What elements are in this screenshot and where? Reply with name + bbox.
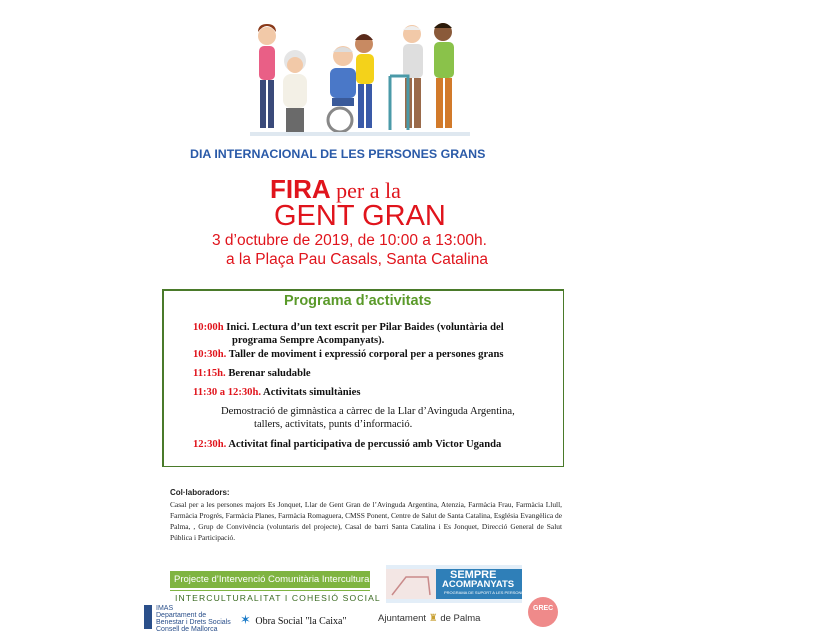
project-logo-text: Projecte d’Intervenció Comunitària Intercultural bbox=[174, 574, 372, 585]
activity-detail-line2: tallers, activitats, punts d’informació. bbox=[254, 419, 413, 430]
acompanyats-text: ACOMPANYATS bbox=[442, 579, 515, 590]
event-date: 3 d’octubre de 2019, de 10:00 a 13:00h. bbox=[212, 232, 487, 249]
divider bbox=[170, 590, 370, 591]
day-title: DIA INTERNACIONAL DE LES PERSONES GRANS bbox=[190, 147, 486, 161]
grec-circle-icon bbox=[527, 596, 559, 628]
event-place: a la Plaça Pau Casals, Santa Catalina bbox=[226, 251, 488, 268]
elderly-people-illustration bbox=[240, 16, 480, 140]
activity-desc: Activitats simultànies bbox=[260, 387, 361, 398]
collaborators-heading: Col·laboradors: bbox=[170, 488, 230, 497]
imas-consell-text: Consell de Mallorca bbox=[156, 626, 218, 633]
per-a-la-text: per a la bbox=[330, 178, 401, 203]
activity-time: 11:15h. bbox=[193, 368, 226, 379]
activity-time: 10:00h bbox=[193, 322, 224, 333]
activity-desc-continued bbox=[232, 335, 384, 348]
fira-word: FIRA bbox=[270, 174, 331, 204]
sempre-acompanyats-logo bbox=[386, 565, 543, 603]
activity-detail-line1: Demostració de gimnàstica a càrrec de la Llar d’Avinguda Argentina, bbox=[221, 406, 515, 417]
gent-gran-title: GENT GRAN bbox=[274, 200, 446, 232]
activity-item bbox=[193, 368, 311, 381]
activity-desc: Activitat final participativa de percussió amb Victor Uganda bbox=[226, 439, 502, 450]
la-caixa-logo bbox=[240, 611, 347, 629]
activity-detail bbox=[221, 406, 515, 419]
activity-time: 12:30h. bbox=[193, 439, 227, 450]
caixa-text: Obra Social "la Caixa" bbox=[255, 616, 347, 627]
crest-icon: ♜ bbox=[428, 613, 438, 624]
activity-desc: Inici. Lectura d’un text escrit per Pilar Baides (voluntària del bbox=[223, 322, 504, 333]
sempre-text: SEMPRE bbox=[450, 569, 497, 581]
ajuntament-palma-logo bbox=[378, 613, 480, 624]
activity-detail bbox=[254, 419, 412, 432]
activity-item bbox=[193, 322, 504, 335]
grec-text: GREC bbox=[533, 605, 554, 612]
activity-desc-line2: programa Sempre Acompanyats). bbox=[232, 335, 385, 346]
imas-mark bbox=[144, 605, 152, 629]
interculturalitat-text: INTERCULTURALITAT I COHESIÓ SOCIAL bbox=[175, 593, 381, 603]
imas-benestar-text: Benestar i Drets Socials bbox=[156, 619, 231, 626]
activity-time: 10:30h. bbox=[193, 349, 227, 360]
activity-desc: Berenar saludable bbox=[225, 368, 311, 379]
program-title: Programa d’activitats bbox=[284, 293, 432, 309]
de-palma-text: de Palma bbox=[440, 613, 481, 624]
activity-item bbox=[193, 439, 501, 452]
activity-item bbox=[193, 349, 503, 362]
imas-text: IMAS bbox=[156, 605, 174, 612]
activity-desc: Taller de moviment i expressió corporal per a persones grans bbox=[226, 349, 504, 360]
caixa-star-icon: ✶ bbox=[240, 612, 251, 627]
grec-logo bbox=[527, 596, 559, 628]
activity-item bbox=[193, 387, 360, 400]
sempre-subtitle: PROGRAMA DE SUPORT A LES PERSONES GRANS bbox=[444, 590, 543, 595]
ajuntament-text: Ajuntament bbox=[378, 613, 427, 624]
collaborators-text: Casal per a les persones majors Es Jonquet, Llar de Gent Gran de l’Avinguda Argentina, Atenzia, Farmàcia Frau, Farmàcia Llull, Farmàcia Progrés, Farmàcia Planes, Farmàcia Romaguera, CMSS Ponent, Centre de Salut de Santa Catalina, Església Evangèlica de Palma, , Grup de Convivència (voluntaris del projecte), Casal de barri Santa Catalina i Es Jonquet, Direcció General de Salut Pública i Participació. bbox=[170, 500, 562, 542]
imas-dept-text: Departament de bbox=[156, 612, 207, 619]
activity-time: 11:30 a 12:30h. bbox=[193, 387, 261, 398]
